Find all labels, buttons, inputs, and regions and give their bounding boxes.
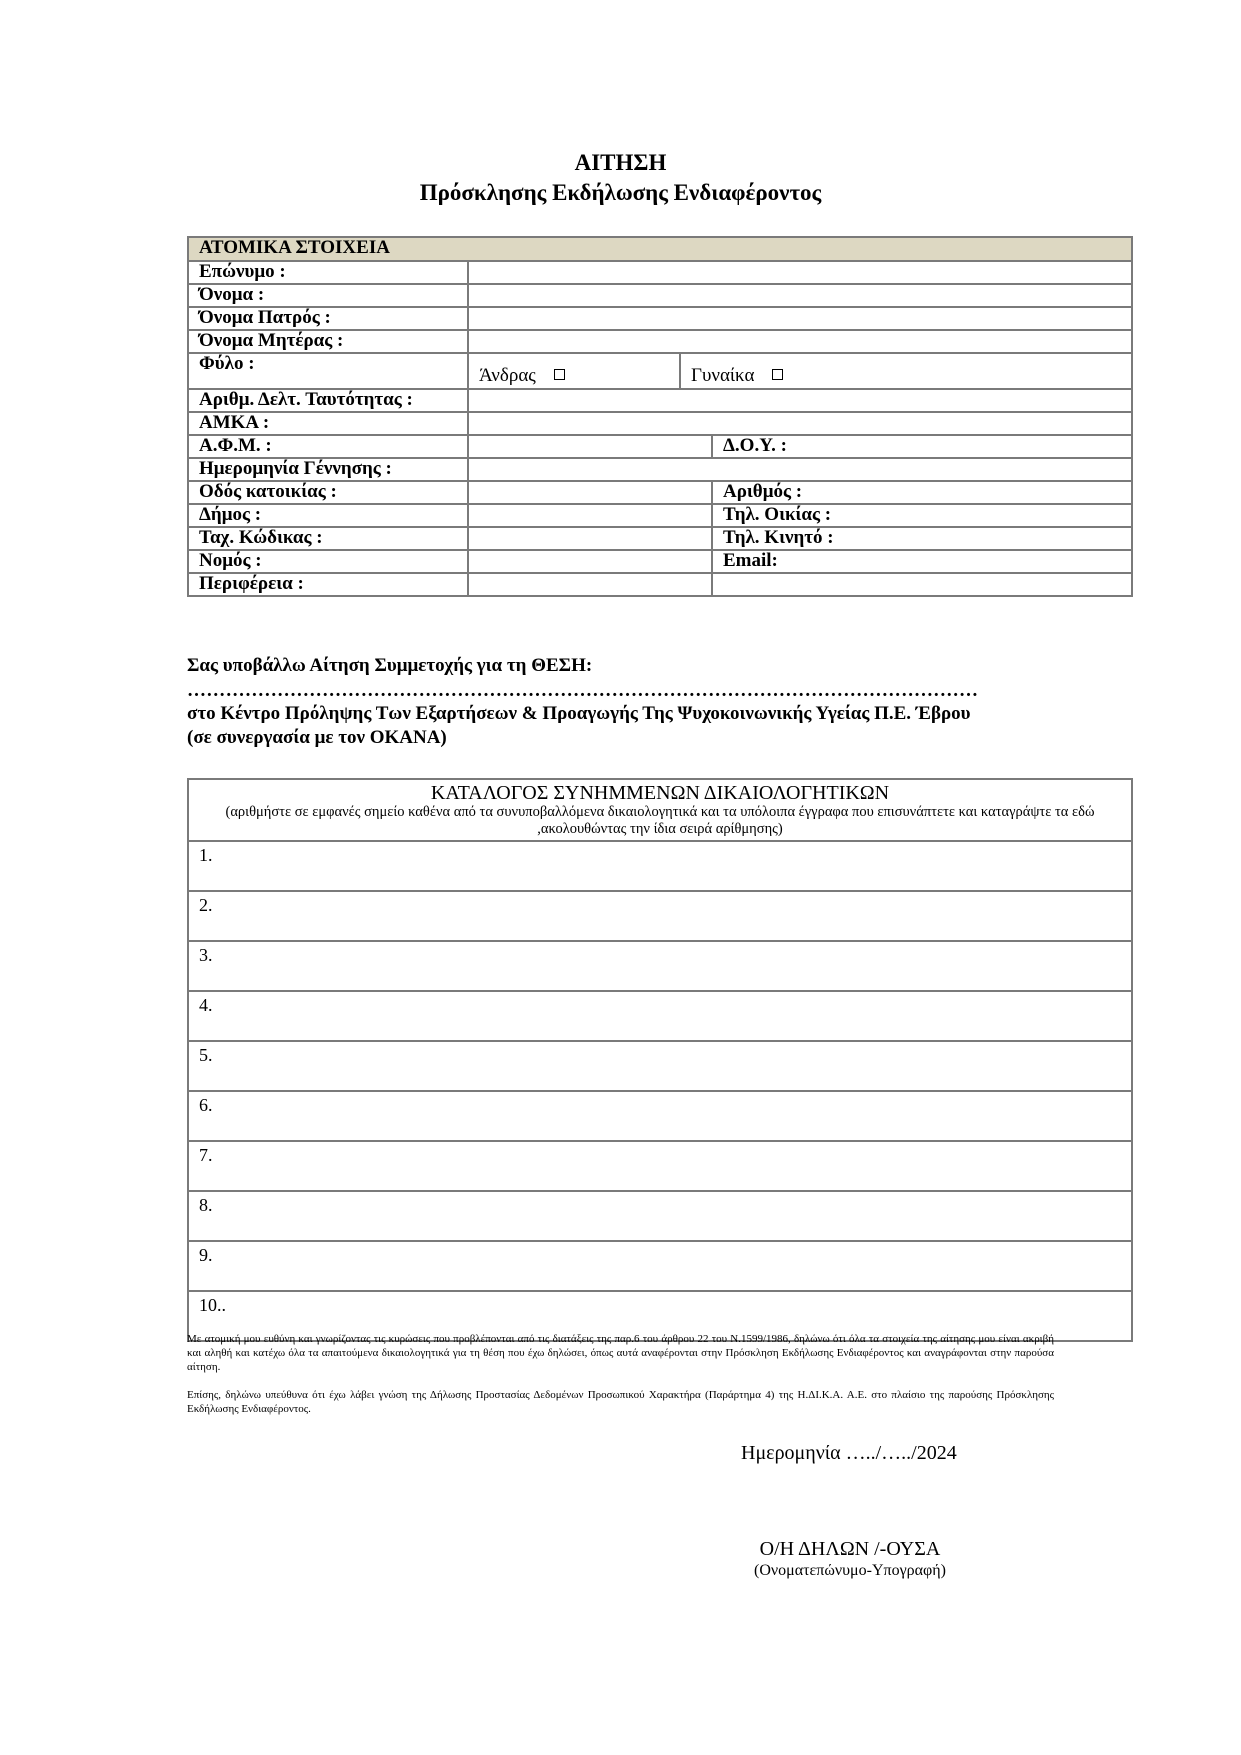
- gender-option-female[interactable]: [680, 353, 1132, 389]
- gender-male-label: Άνδρας: [479, 365, 536, 386]
- privacy-declaration: Επίσης, δηλώνω υπεύθυνα ότι έχω λάβει γνώση της Δήλωσης Προστασίας Δεδομένων Προσωπικού Χαρακτήρα (Παράρτημα 4) της Η.ΔΙ.Κ.Α. Α.Ε. στο πλαίσιο της παρούσης Πρόσκλησης Εκδήλωσης Ενδιαφέροντος.: [187, 1389, 1054, 1415]
- attachment-row[interactable]: 6.: [188, 1091, 1132, 1141]
- personal-details-table: [187, 236, 1133, 597]
- attachment-row[interactable]: 9.: [188, 1241, 1132, 1291]
- form-subtitle: Πρόσκλησης Εκδήλωσης Ενδιαφέροντος: [419, 180, 822, 205]
- label-street: Οδός κατοικίας :: [188, 481, 468, 504]
- attachment-row[interactable]: 4.: [188, 991, 1132, 1041]
- label-postal-code: Ταχ. Κώδικας :: [188, 527, 468, 550]
- id-number-field[interactable]: [468, 389, 1132, 412]
- attachment-row[interactable]: 7.: [188, 1141, 1132, 1191]
- afm-field[interactable]: [468, 435, 712, 458]
- label-afm: Α.Φ.Μ. :: [188, 435, 468, 458]
- label-mother-name: Όνομα Μητέρας :: [188, 330, 468, 353]
- gender-option-male[interactable]: [468, 353, 680, 389]
- label-doy[interactable]: Δ.Ο.Υ. :: [712, 435, 1132, 458]
- form-title: ΑΙΤΗΣΗ: [574, 150, 667, 175]
- name-field[interactable]: [468, 284, 1132, 307]
- attachment-row[interactable]: 3.: [188, 941, 1132, 991]
- amka-field[interactable]: [468, 412, 1132, 435]
- label-id-number: Αριθμ. Δελτ. Ταυτότητας :: [188, 389, 468, 412]
- position-blank-field[interactable]: ……………………………………………………………………………………………………………: [187, 680, 979, 701]
- label-gender: Φύλο :: [188, 353, 468, 389]
- attachments-title: ΚΑΤΑΛΟΓΟΣ ΣΥΝΗΜΜΕΝΩΝ ΔΙΚΑΙΟΛΟΓΗΤΙΚΩΝ: [430, 782, 890, 804]
- region-extra-field[interactable]: [712, 573, 1132, 596]
- father-name-field[interactable]: [468, 307, 1132, 330]
- label-prefecture: Νομός :: [188, 550, 468, 573]
- postal-code-field[interactable]: [468, 527, 712, 550]
- attachment-row[interactable]: 10..: [188, 1291, 1132, 1341]
- attachments-instructions: (αριθμήστε σε εμφανές σημείο καθένα από τα συνυποβαλλόμενα δικαιολογητικά και τα υπόλοιπα έγγραφα που επισυνάπτετε και καταγράψτε τα εδώ ,ακολουθώντας την ίδια σειρά αρίθμησης): [225, 804, 1095, 837]
- attachment-row[interactable]: 2.: [188, 891, 1132, 941]
- center-name: στο Κέντρο Πρόληψης Των Εξαρτήσεων & Προαγωγής Της Ψυχοκοινωνικής Υγείας Π.Ε. Έβρου: [187, 703, 971, 724]
- attachments-table: [187, 778, 1133, 1342]
- municipality-field[interactable]: [468, 504, 712, 527]
- label-amka: ΑΜΚΑ :: [188, 412, 468, 435]
- mother-name-field[interactable]: [468, 330, 1132, 353]
- checkbox-female[interactable]: [772, 369, 783, 380]
- gender-female-label: Γυναίκα: [691, 365, 755, 386]
- attachments-header: [188, 779, 1132, 841]
- label-region: Περιφέρεια :: [188, 573, 468, 596]
- signer-label: Ο/Η ΔΗΛΩΝ /-ΟΥΣΑ: [759, 1538, 941, 1560]
- partner-note: (σε συνεργασία με τον ΟΚΑΝΑ): [187, 727, 447, 748]
- street-field[interactable]: [468, 481, 712, 504]
- date-line[interactable]: Ημερομηνία …../…../2024: [741, 1442, 957, 1464]
- label-birth-date: Ημερομηνία Γέννησης :: [188, 458, 468, 481]
- label-mobile[interactable]: Τηλ. Κινητό :: [712, 527, 1132, 550]
- region-field[interactable]: [468, 573, 712, 596]
- attachment-row[interactable]: 5.: [188, 1041, 1132, 1091]
- prefecture-field[interactable]: [468, 550, 712, 573]
- responsibility-declaration: Με ατομική μου ευθύνη και γνωρίζοντας τις κυρώσεις που προβλέπονται από τις διατάξεις της παρ.6 του άρθρου 22 του Ν.1599/1986, δηλώνω ότι όλα τα στοιχεία της αίτησης μου είναι ακριβή και αληθή και κατέχω όλα τα απαιτούμενα δικαιολογητικά για τη θέση που έχω δηλώσει, όπως αυτά αναφέρονται στην Πρόσκληση Εκδήλωσης Ενδιαφέροντος και αναγράφονται στην παρούσα αίτηση.: [187, 1333, 1054, 1373]
- surname-field[interactable]: [468, 261, 1132, 284]
- label-email[interactable]: Email:: [712, 550, 1132, 573]
- label-street-number[interactable]: Αριθμός :: [712, 481, 1132, 504]
- application-statement: Σας υποβάλλω Αίτηση Συμμετοχής για τη ΘΕΣΗ:: [187, 655, 593, 676]
- signer-note: (Ονοματεπώνυμο-Υπογραφή): [754, 1562, 946, 1579]
- label-home-phone[interactable]: Τηλ. Οικίας :: [712, 504, 1132, 527]
- attachment-row[interactable]: 1.: [188, 841, 1132, 891]
- label-municipality: Δήμος :: [188, 504, 468, 527]
- attachment-row[interactable]: 8.: [188, 1191, 1132, 1241]
- label-name: Όνομα :: [188, 284, 468, 307]
- section-header-personal: ΑΤΟΜΙΚΑ ΣΤΟΙΧΕΙΑ: [188, 237, 1132, 261]
- birth-date-field[interactable]: [468, 458, 1132, 481]
- label-surname: Επώνυμο :: [188, 261, 468, 284]
- checkbox-male[interactable]: [554, 369, 565, 380]
- label-father-name: Όνομα Πατρός :: [188, 307, 468, 330]
